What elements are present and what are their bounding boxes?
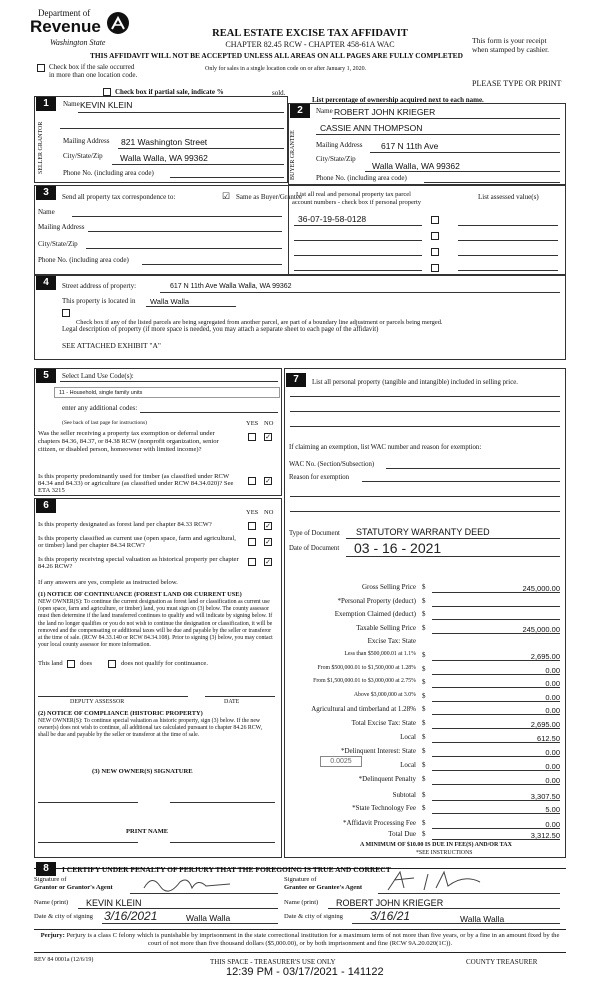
calc-dollar-0: $ [422, 583, 426, 591]
corr-name-line [72, 216, 282, 217]
grantee-city: Walla Walla [460, 914, 505, 924]
segregated-label: Check box if any of the listed parcels are being segregated from another parcel, are part of a boundary line adjustment or parcels being merged. [76, 319, 443, 326]
perjury-body: Perjury is a class C felony which is punishable by imprisonment in the state correctional institution for a maximum term of not more than five years, or by a fine in an amount fixed by the court of not more than five thousand dollars ($5,000.00), or by both imprisonment and fine (RCW 9A.20.020(1C)). [66, 932, 560, 947]
buyer-name-line [332, 118, 560, 119]
s6-q1-yes[interactable] [248, 522, 256, 530]
parcel-checkbox-3[interactable] [431, 248, 439, 256]
parcel-line-2 [294, 240, 422, 241]
s6-q1-no[interactable]: ✓ [265, 522, 271, 530]
local-rate: 0.0025 [330, 758, 352, 765]
grantor-sig-line [130, 893, 278, 894]
seller-name: KEVIN KLEIN [80, 100, 133, 110]
calc-label-13: Local [400, 761, 416, 769]
calc-label-11: Local [400, 733, 416, 741]
calc-value-17: 0.00 [545, 820, 560, 829]
s6-q3-no[interactable]: ✓ [265, 558, 271, 566]
grantor-name: KEVIN KLEIN [86, 898, 142, 908]
assessed-line-1 [458, 225, 558, 226]
calc-line-1 [432, 606, 560, 607]
doc-date-line [346, 556, 560, 557]
multi-location-checkbox[interactable] [37, 64, 45, 72]
doc-type-line [346, 538, 560, 539]
grantee-sig-label-1: Signature of [284, 876, 317, 883]
seller-name-line-2 [60, 128, 284, 129]
calc-label-14: *Delinquent Penalty [358, 775, 416, 783]
calc-line-8 [432, 701, 560, 702]
grantor-name-label: Name (print) [34, 899, 69, 906]
buyer-mail-line [370, 152, 560, 153]
buyer-name-2: CASSIE ANN THOMPSON [320, 123, 423, 133]
land-use-label: Select Land Use Code(s): [62, 372, 134, 380]
grantee-signature [384, 868, 504, 894]
seller-name-line [78, 112, 284, 113]
calc-value-10: 2,695.00 [530, 720, 560, 729]
calc-value-8: 0.00 [545, 693, 560, 702]
form-title: REAL ESTATE EXCISE TAX AFFIDAVIT [212, 28, 408, 39]
cashier-stamp: 12:39 PM - 03/17/2021 - 141122 [226, 966, 384, 978]
grantor-sig-label-1: Signature of [34, 876, 67, 883]
corr-name-label: Name [38, 208, 55, 216]
send-correspondence-label: Send all property tax correspondence to: [62, 193, 176, 201]
parcel-line-1 [294, 225, 422, 226]
calc-label-5: Less than $500,000.01 at 1.1% [344, 651, 416, 657]
form-number: REV 84 0001a (12/6/19) [34, 957, 94, 963]
calc-dollar-18: $ [422, 830, 426, 838]
grantor-date-label: Date & city of signing [34, 913, 93, 920]
grantee-name-line [328, 908, 560, 909]
print-name-line-1 [38, 842, 138, 843]
does-not-checkbox[interactable] [108, 660, 116, 668]
notice-2-title: (2) NOTICE OF COMPLIANCE (HISTORIC PROPERTY) [38, 710, 203, 717]
s6-q2-yes[interactable] [248, 538, 256, 546]
street-address: 617 N 11th Ave Walla Walla, WA 99362 [170, 283, 292, 290]
buyer-mail-label: Mailing Address [316, 141, 363, 149]
wac-line [386, 468, 560, 469]
corr-mail-line [88, 231, 282, 232]
located-label: This property is located in [62, 297, 136, 305]
calc-dollar-3: $ [422, 624, 426, 632]
corr-mail-label: Mailing Address [38, 223, 85, 231]
local-rate-box[interactable] [320, 756, 362, 767]
see-instructions: *SEE INSTRUCTIONS [416, 850, 473, 856]
calc-label-2: Exemption Claimed (deduct) [334, 610, 416, 618]
calc-value-3: 245,000.00 [522, 625, 560, 634]
s6-yes: YES [246, 509, 259, 516]
owner-sig-line-2 [170, 802, 275, 803]
completion-notice: THIS AFFIDAVIT WILL NOT BE ACCEPTED UNLESS ALL AREAS ON ALL PAGES ARE FULLY COMPLETED [90, 51, 463, 60]
section-4-number: 4 [36, 276, 56, 290]
calc-dollar-9: $ [422, 705, 426, 713]
seller-grantor-label: SELLER GRANTOR [38, 121, 44, 175]
calc-line-17 [432, 828, 560, 829]
seller-phone-line [170, 177, 284, 178]
doc-type: STATUTORY WARRANTY DEED [356, 527, 490, 537]
seller-mail-line [118, 148, 284, 149]
s6-no: NO [264, 509, 274, 516]
same-as-buyer-label: Same as Buyer/Grantee [236, 193, 303, 201]
calc-dollar-16: $ [422, 804, 426, 812]
footer-rule [34, 952, 566, 953]
s5-no: NO [264, 420, 274, 427]
county-treasurer: COUNTY TREASURER [466, 958, 538, 966]
assessed-line-2 [458, 240, 558, 241]
calc-dollar-7: $ [422, 678, 426, 686]
assessed-header: List assessed value(s) [478, 193, 539, 201]
parcel-number: 36-07-19-58-0128 [298, 214, 367, 224]
grantor-date: 3/16/2021 [104, 909, 158, 923]
additional-codes-label: enter any additional codes: [62, 404, 138, 412]
s5-q1-yes[interactable] [248, 433, 256, 441]
personal-line-1 [290, 396, 560, 397]
doc-date-label: Date of Document [289, 545, 340, 552]
calc-dollar-14: $ [422, 775, 426, 783]
if-yes-note: If any answers are yes, complete as instructed below. [38, 579, 178, 586]
legal-label: Legal description of property (if more space is needed, you may attach a separate sheet to each page of the affidavit) [62, 326, 379, 333]
calc-line-7 [432, 687, 560, 688]
calc-line-2 [432, 619, 560, 620]
perjury-text [34, 932, 566, 948]
calc-value-5: 2,695.00 [530, 652, 560, 661]
this-land-label: This land [38, 660, 63, 667]
calc-line-14 [432, 784, 560, 785]
parcel-header-1: List all real and personal property tax parcel [296, 191, 411, 198]
calc-value-0: 245,000.00 [522, 584, 560, 593]
buyer-city-line [365, 171, 560, 172]
reason-line-3 [290, 511, 560, 512]
calc-label-17: *Affidavit Processing Fee [343, 819, 416, 827]
calc-line-12 [432, 756, 560, 757]
minimum-note: A MINIMUM OF $10.00 IS DUE IN FEE(S) AND/OR TAX [360, 842, 512, 848]
calc-dollar-11: $ [422, 733, 426, 741]
grantee-date: 3/16/21 [370, 909, 411, 923]
doc-type-label: Type of Document [289, 530, 340, 537]
section-5-number: 5 [36, 369, 56, 383]
section-6-box [34, 498, 282, 858]
notice-2-text: NEW OWNER(S): To continue special valuation as historic property, sign (3) below. If the new owner(s) does not wish to continue, all additional tax calculated pursuant to chapter 84.26 RCW, shall be due and payable by the seller or transferor at the time of sale. [38, 718, 263, 739]
revenue-wordmark: Revenue [30, 17, 101, 36]
located-line [146, 306, 236, 307]
deputy-date-label: DATE [224, 699, 240, 705]
buyer-grantee-label: BUYER GRANTEE [290, 130, 296, 180]
reason-label: Reason for exemption [289, 474, 350, 481]
calc-line-13 [432, 770, 560, 771]
seller-phone-label: Phone No. (including area code) [63, 169, 154, 177]
section-7-number: 7 [286, 373, 306, 387]
buyer-city-label: City/State/Zip [316, 155, 356, 163]
section-1-number: 1 [36, 97, 56, 111]
personal-line-2 [290, 411, 560, 412]
s6-question-2: Is this property classified as current use (open space, farm and agricultural, or timber) land per chapter 84.34 RCW? [38, 535, 236, 549]
calc-value-15: 3,307.50 [530, 792, 560, 801]
reason-line-2 [290, 496, 560, 497]
seller-city: Walla Walla, WA 99362 [120, 153, 208, 163]
deputy-label: DEPUTY ASSESSOR [70, 699, 125, 705]
calc-label-1: *Personal Property (deduct) [337, 597, 416, 605]
calc-label-18: Total Due [388, 830, 416, 838]
assessed-line-3 [458, 255, 558, 256]
calc-value-7: 0.00 [545, 679, 560, 688]
section-3-number: 3 [36, 186, 56, 200]
buyer-phone-label: Phone No. (including area code) [316, 174, 407, 182]
s6-question-3: Is this property receiving special valuation as historical property per chapter 84.26 RCW? [38, 556, 239, 570]
calc-label-0: Gross Selling Price [361, 583, 416, 591]
calc-dollar-6: $ [422, 665, 426, 673]
grantor-city: Walla Walla [186, 913, 231, 923]
same-as-buyer-checkbox[interactable]: ☑ [222, 191, 231, 201]
s5-question-2: Is this property predominantly used for timber (as classified under RCW 84.34 and 84.33) or agriculture (as classified under RCW 84.34.020)? See ETA 3215 [38, 473, 234, 494]
partial-sale-checkbox[interactable] [103, 88, 111, 96]
calc-line-6 [432, 674, 560, 675]
type-or-print: PLEASE TYPE OR PRINT [472, 79, 562, 88]
legal-value: SEE ATTACHED EXHIBIT "A" [62, 341, 161, 350]
s6-q2-no[interactable]: ✓ [265, 538, 271, 546]
calc-label-8: Above $3,000,000 at 3.0% [353, 692, 416, 698]
corr-city-line [86, 248, 282, 249]
chapter-line: CHAPTER 82.45 RCW - CHAPTER 458-61A WAC [225, 40, 395, 49]
print-name-line-2 [170, 842, 275, 843]
multi-location-label-2: in more than one location code. [49, 71, 138, 79]
buyer-mail: 617 N 11th Ave [381, 141, 439, 151]
calc-label-12: *Delinquent Interest: State [340, 747, 416, 755]
notice-1-title: (1) NOTICE OF CONTINUANCE (FOREST LAND OR CURRENT USE) [38, 591, 242, 598]
section-3-divider [288, 185, 289, 275]
corr-phone-line [142, 264, 282, 265]
calc-line-16 [432, 813, 560, 814]
certify-label: I CERTIFY UNDER PENALTY OF PERJURY THAT THE FOREGOING IS TRUE AND CORRECT [62, 865, 391, 874]
perjury-label: Perjury: [40, 932, 65, 939]
calc-value-14: 0.00 [545, 776, 560, 785]
grantee-sig-line [378, 893, 560, 894]
buyer-phone-line [424, 182, 560, 183]
located-value: Walla Walla [150, 297, 190, 306]
calc-value-9: 0.00 [545, 706, 560, 715]
partial-sale-label: Check box if partial sale, indicate % [115, 88, 224, 96]
dept-logo [30, 8, 130, 52]
parcel-line-3 [294, 255, 422, 256]
seller-name-label: Name [63, 100, 80, 108]
calc-label-4: Excise Tax: State [367, 637, 416, 645]
treasurer-use: THIS SPACE - TREASURER'S USE ONLY [210, 958, 336, 966]
s5-q1-no[interactable]: ✓ [265, 433, 271, 441]
owner-sig-line-1 [38, 802, 138, 803]
perjury-rule [34, 929, 566, 930]
s6-q3-yes[interactable] [248, 558, 256, 566]
calc-value-12: 0.00 [545, 748, 560, 757]
notice-1-text: NEW OWNER(S): To continue the current designation as forest land or classification as current use (open space, farm and agriculture, or timber) land, you must sign on (3) below. The county assessor must then determine if the land transferred continues to qualify and will indicate by signing below. If the land no longer qualifies or you do not wish to continue the designation or classification, it will be removed and the compensating or additional taxes will be due and payable by the seller or transferor at the time of sale. (RCW 84.33.140 or RCW 84.34.108). Prior to signing (3) below, you may contact your local county assessor for more information. [38, 599, 273, 649]
see-back: (See back of last page for instructions) [62, 420, 147, 426]
personal-property-label: List all personal property (tangible and intangible) included in selling price. [312, 379, 518, 386]
seller-mail: 821 Washington Street [121, 137, 208, 147]
does-not-label: does not qualify for continuance. [121, 660, 208, 667]
receipt-line-1: This form is your receipt [472, 36, 547, 45]
calc-label-3: Taxable Selling Price [356, 624, 416, 632]
calc-dollar-2: $ [422, 610, 426, 618]
reason-line [362, 481, 560, 482]
parcel-checkbox-4[interactable] [431, 264, 439, 272]
calc-label-9: Agricultural and timberland at 1.28% [311, 705, 416, 713]
calc-dollar-5: $ [422, 651, 426, 659]
calc-value-13: 0.00 [545, 762, 560, 771]
land-use-line [60, 381, 278, 382]
sales-note: Only for sales in a single location code on or after January 1, 2020. [205, 66, 367, 72]
ownership-label: List percentage of ownership acquired next to each name. [312, 96, 484, 104]
calc-dollar-10: $ [422, 719, 426, 727]
calc-value-6: 0.00 [545, 666, 560, 675]
assessed-line-4 [458, 270, 558, 271]
calc-line-9 [432, 714, 560, 715]
s5-yes: YES [246, 420, 259, 427]
calc-value-16: 5.00 [545, 805, 560, 814]
calc-dollar-15: $ [422, 791, 426, 799]
notice-3-title: (3) NEW OWNER(S) SIGNATURE [92, 768, 193, 775]
s6-question-1: Is this property designated as forest land per chapter 84.33 RCW? [38, 521, 212, 528]
dept-line: Department of [38, 8, 91, 18]
grantor-signature [140, 872, 240, 894]
wac-label: WAC No. (Section/Subsection) [289, 461, 375, 468]
s5-q2-no[interactable]: ✓ [265, 477, 271, 485]
section-2-number: 2 [290, 104, 310, 118]
grantee-name: ROBERT JOHN KRIEGER [336, 898, 444, 908]
deputy-line [38, 696, 188, 697]
calc-value-11: 612.50 [537, 734, 560, 743]
calc-dollar-17: $ [422, 819, 426, 827]
exemption-label: If claiming an exemption, list WAC number and reason for exemption: [289, 444, 482, 451]
print-name-label: PRINT NAME [126, 828, 169, 835]
parcel-line-4 [294, 270, 422, 271]
calc-dollar-1: $ [422, 597, 426, 605]
revenue-logo-icon [106, 10, 130, 36]
corr-phone-label: Phone No. (including area code) [38, 256, 129, 264]
does-checkbox[interactable] [67, 660, 75, 668]
grantor-date-line [102, 923, 278, 924]
seller-city-label: City/State/Zip [63, 152, 103, 160]
calc-dollar-8: $ [422, 692, 426, 700]
multi-location-label-1: Check box if the sale occurred [49, 63, 135, 71]
buyer-city: Walla Walla, WA 99362 [372, 161, 460, 171]
calc-label-15: Subtotal [392, 791, 416, 799]
receipt-line-2: when stamped by cashier. [472, 45, 550, 54]
does-label: does [80, 660, 93, 667]
calc-label-6: From $500,000.01 to $1,500,000 at 1.28% [317, 665, 416, 671]
grantee-date-label: Date & city of signing [284, 913, 343, 920]
calc-label-7: From $1,500,000.01 to $3,000,000 at 2.75% [313, 678, 416, 684]
deputy-date-line [205, 696, 275, 697]
additional-codes-line [140, 412, 278, 413]
parcel-checkbox-2[interactable] [431, 232, 439, 240]
personal-line-3 [290, 426, 560, 427]
land-use-value[interactable]: 11 - Household, single family units [54, 387, 280, 398]
parcel-checkbox-1[interactable] [431, 216, 439, 224]
grantee-name-label: Name (print) [284, 899, 319, 906]
street-label: Street address of property: [62, 282, 137, 290]
s5-question-1: Was the seller receiving a property tax exemption or deferral under chapters 84.36, 84.37, or 84.38 RCW (nonprofit organization, senior citizen, or disabled person, homeowner with limited income)? [38, 430, 219, 453]
buyer-name-line-2 [316, 134, 560, 135]
calc-dollar-12: $ [422, 747, 426, 755]
seller-city-line [112, 164, 284, 165]
segregated-checkbox[interactable] [62, 309, 70, 317]
calc-value-18: 3,312.50 [530, 831, 560, 840]
street-line [160, 292, 560, 293]
state-line: Washington State [50, 38, 106, 47]
seller-mail-label: Mailing Address [63, 137, 110, 145]
calc-label-16: *State Technology Fee [352, 804, 416, 812]
buyer-name-1: ROBERT JOHN KRIEGER [334, 107, 436, 117]
sold-label: sold. [272, 89, 286, 97]
grantee-date-line [352, 923, 560, 924]
section-6-number: 6 [36, 499, 56, 513]
s5-q2-yes[interactable] [248, 477, 256, 485]
doc-date: 03 - 16 - 2021 [354, 540, 442, 556]
grantee-sig-label-2: Grantee or Grantee's Agent [284, 884, 363, 891]
parcel-header-2: account numbers - check box if personal property [292, 199, 422, 206]
grantor-sig-label-2: Grantor or Grantor's Agent [34, 884, 113, 891]
section-8-number: 8 [36, 862, 56, 876]
corr-city-label: City/State/Zip [38, 240, 78, 248]
calc-dollar-13: $ [422, 761, 426, 769]
calc-label-10: Total Excise Tax: State [351, 719, 416, 727]
buyer-name-label: Name [316, 107, 333, 115]
